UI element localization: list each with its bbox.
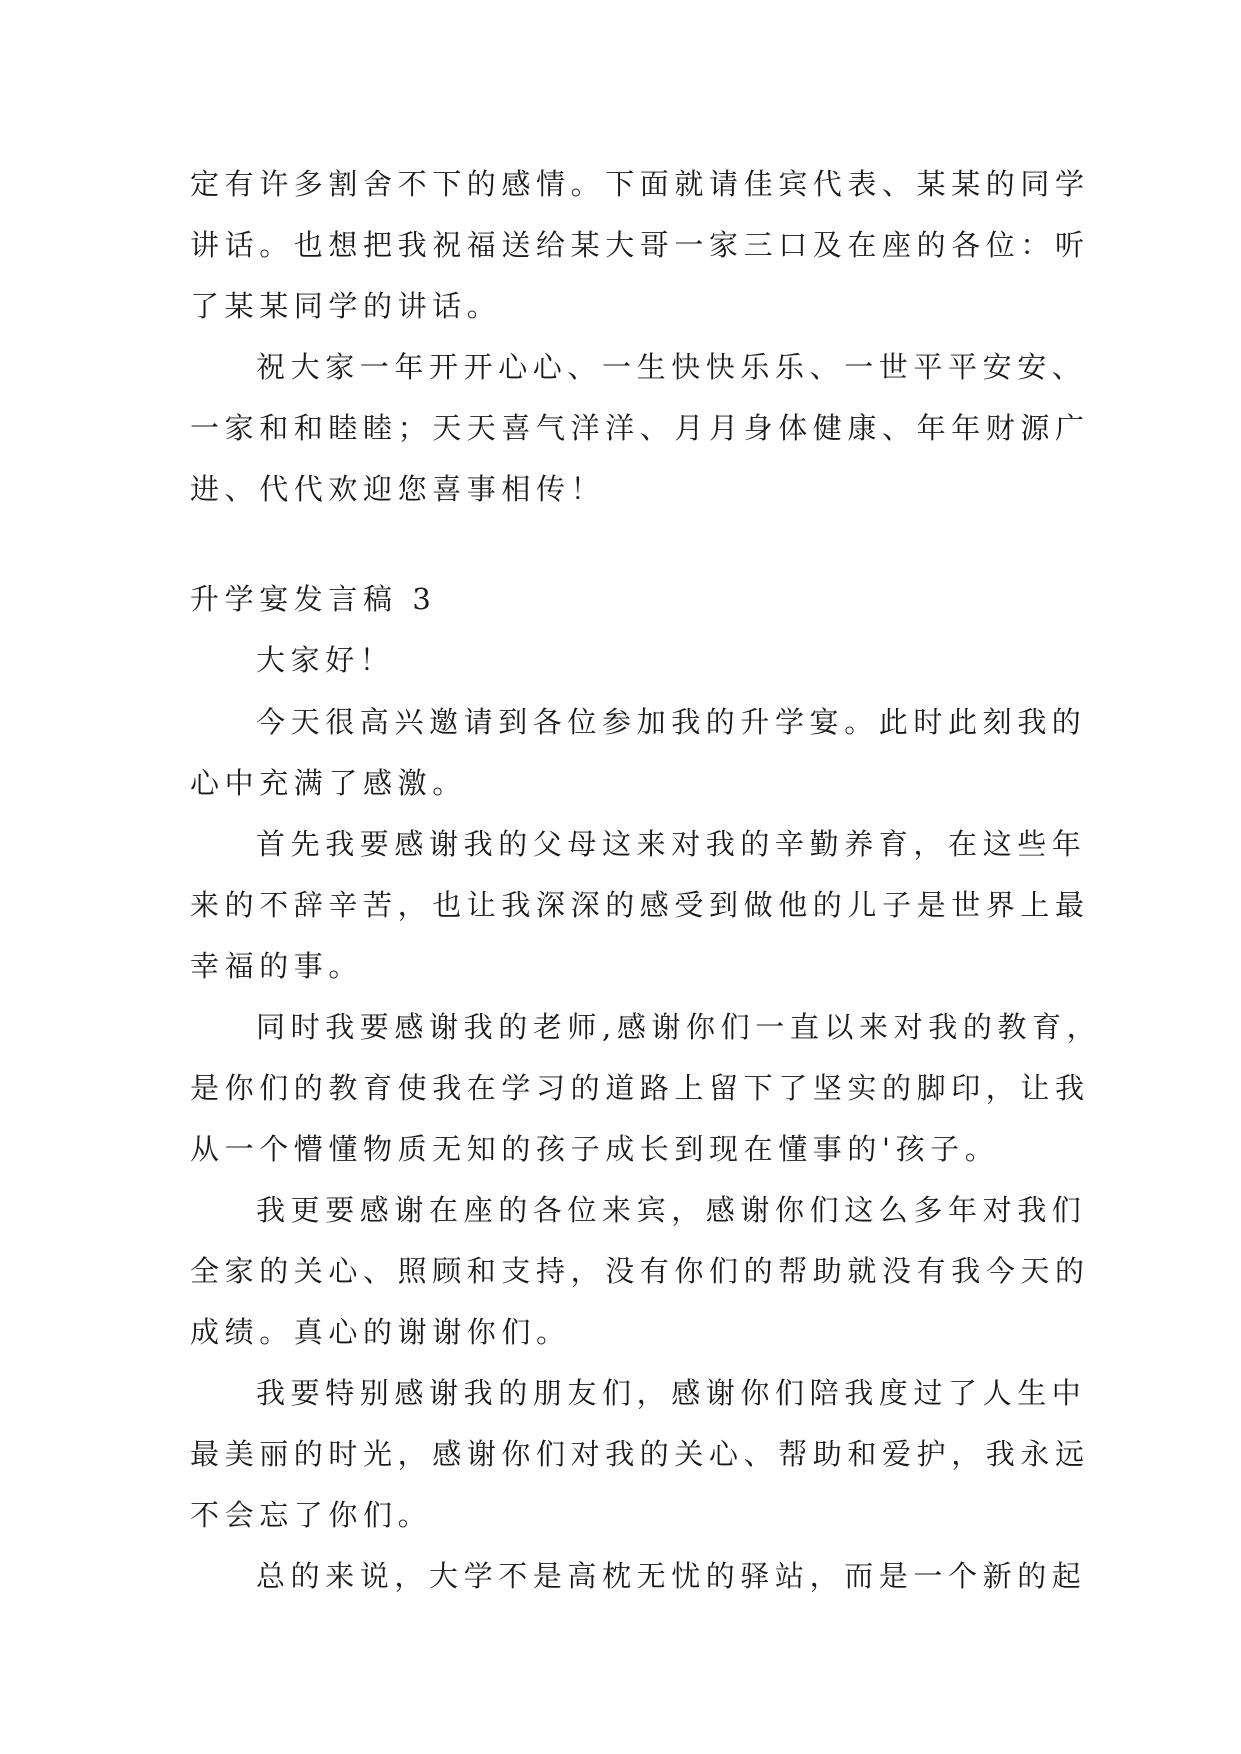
body-text-line: 来的不辞辛苦，也让我深深的感受到做他的儿子是世界上最 (190, 888, 1090, 922)
body-text-line: 我更要感谢在座的各位来宾，感谢你们这么多年对我们 (256, 1193, 1087, 1227)
body-text-line: 进、代代欢迎您喜事相传！ (190, 472, 606, 506)
body-text-line: 心中充满了感激。 (190, 766, 467, 800)
body-text-line: 是你们的教育使我在学习的道路上留下了坚实的脚印，让我 (190, 1071, 1090, 1105)
body-text-line: 祝大家一年开开心心、一生快快乐乐、一世平平安安、 (256, 350, 1087, 384)
body-text-line: 一家和和睦睦；天天喜气洋洋、月月身体健康、年年财源广 (190, 411, 1090, 445)
body-text-line: 幸福的事。 (190, 949, 364, 983)
body-text-line: 全家的关心、照顾和支持，没有你们的帮助就没有我今天的 (190, 1254, 1090, 1288)
body-text-line: 从一个懵懂物质无知的孩子成长到现在懂事的'孩子。 (190, 1132, 1000, 1166)
body-text-line: 了某某同学的讲话。 (190, 289, 502, 323)
body-text-line: 不会忘了你们。 (190, 1498, 433, 1532)
body-text-line: 同时我要感谢我的老师,感谢你们一直以来对我的教育， (256, 1010, 1102, 1044)
body-text-line: 定有许多割舍不下的感情。下面就请佳宾代表、某某的同学 (190, 167, 1090, 201)
greeting-line: 大家好！ (256, 643, 395, 677)
body-text-line: 今天很高兴邀请到各位参加我的升学宴。此时此刻我的 (256, 705, 1087, 739)
body-text-line: 讲话。也想把我祝福送给某大哥一家三口及在座的各位：听 (190, 228, 1090, 262)
body-text-line: 我要特别感谢我的朋友们，感谢你们陪我度过了人生中 (256, 1376, 1087, 1410)
body-text-line: 首先我要感谢我的父母这来对我的辛勤养育，在这些年 (256, 827, 1087, 861)
section-title: 升学宴发言稿 3 (190, 582, 437, 616)
body-text-line: 总的来说，大学不是高枕无忧的驿站，而是一个新的起 (256, 1559, 1087, 1593)
body-text-line: 成绩。真心的谢谢你们。 (190, 1315, 571, 1349)
body-text-line: 最美丽的时光，感谢你们对我的关心、帮助和爱护，我永远 (190, 1437, 1090, 1471)
